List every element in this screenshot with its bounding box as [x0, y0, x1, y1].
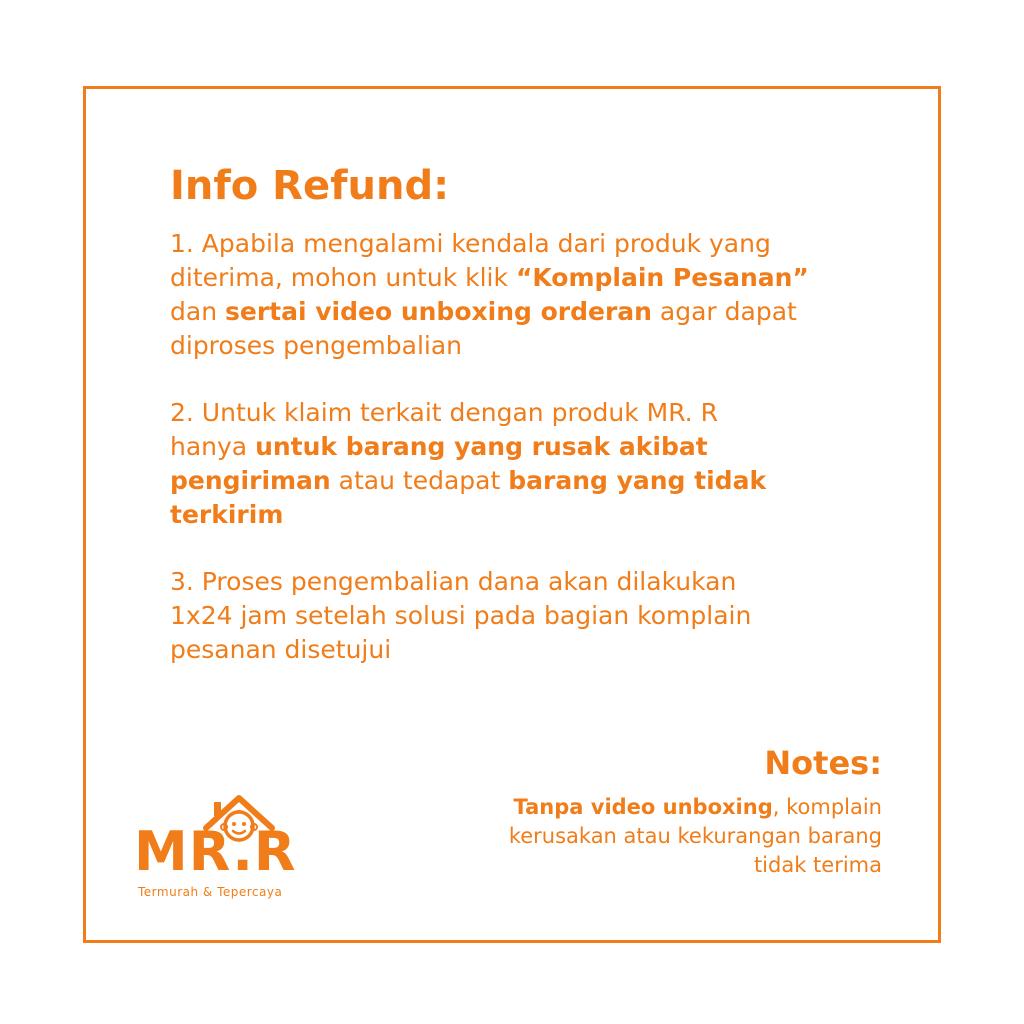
bold-text: untuk barang yang rusak akibat	[255, 432, 708, 461]
bold-text: pengiriman	[170, 466, 331, 495]
text-segment: 3. Proses pengembalian dana akan dilakukan	[170, 567, 737, 596]
text-line	[170, 261, 870, 295]
text-segment: 1x24 jam setelah solusi pada bagian komplain	[170, 601, 752, 630]
text-segment: atau tedapat	[330, 466, 509, 495]
text-segment: diproses pengembalian	[170, 331, 463, 360]
text-line	[170, 599, 870, 633]
text-line	[170, 227, 870, 261]
text-segment: 1. Apabila mengalami kendala dari produk yang	[170, 229, 771, 258]
text-line	[170, 329, 870, 363]
text-line	[170, 430, 870, 464]
text-line	[382, 822, 882, 851]
text-line	[170, 498, 870, 532]
notes-text	[382, 793, 882, 880]
text-line	[382, 793, 882, 822]
brand-tagline: Termurah & Tepercaya	[138, 885, 283, 899]
refund-item-3	[170, 565, 870, 667]
text-segment: diterima, mohon untuk klik	[170, 263, 516, 292]
text-segment: pesanan disetujui	[170, 635, 392, 664]
text-segment: , komplain	[772, 795, 882, 819]
text-line	[170, 565, 870, 599]
page-title: Info Refund:	[170, 163, 450, 209]
refund-item-2	[170, 396, 870, 532]
text-line	[170, 396, 870, 430]
bold-text: sertai video unboxing orderan	[224, 297, 652, 326]
text-line	[170, 633, 870, 667]
text-line	[382, 851, 882, 880]
text-segment: kerusakan atau kekurangan barang	[508, 824, 882, 848]
text-segment: 2. Untuk klaim terkait dengan produk MR. R	[170, 398, 718, 427]
bold-text: “Komplain Pesanan”	[515, 263, 809, 292]
bold-text: Tanpa video unboxing	[513, 795, 773, 819]
text-segment: tidak terima	[753, 853, 882, 877]
bold-text: terkirim	[170, 500, 284, 529]
text-segment: agar dapat	[651, 297, 797, 326]
text-line	[170, 464, 870, 498]
refund-item-1	[170, 227, 870, 363]
brand-logo	[134, 790, 314, 905]
text-segment: dan	[170, 297, 225, 326]
text-segment: hanya	[170, 432, 256, 461]
text-line	[170, 295, 870, 329]
notes-title: Notes:	[764, 744, 882, 782]
brand-name: MR.R	[134, 820, 297, 883]
bold-text: barang yang tidak	[508, 466, 767, 495]
